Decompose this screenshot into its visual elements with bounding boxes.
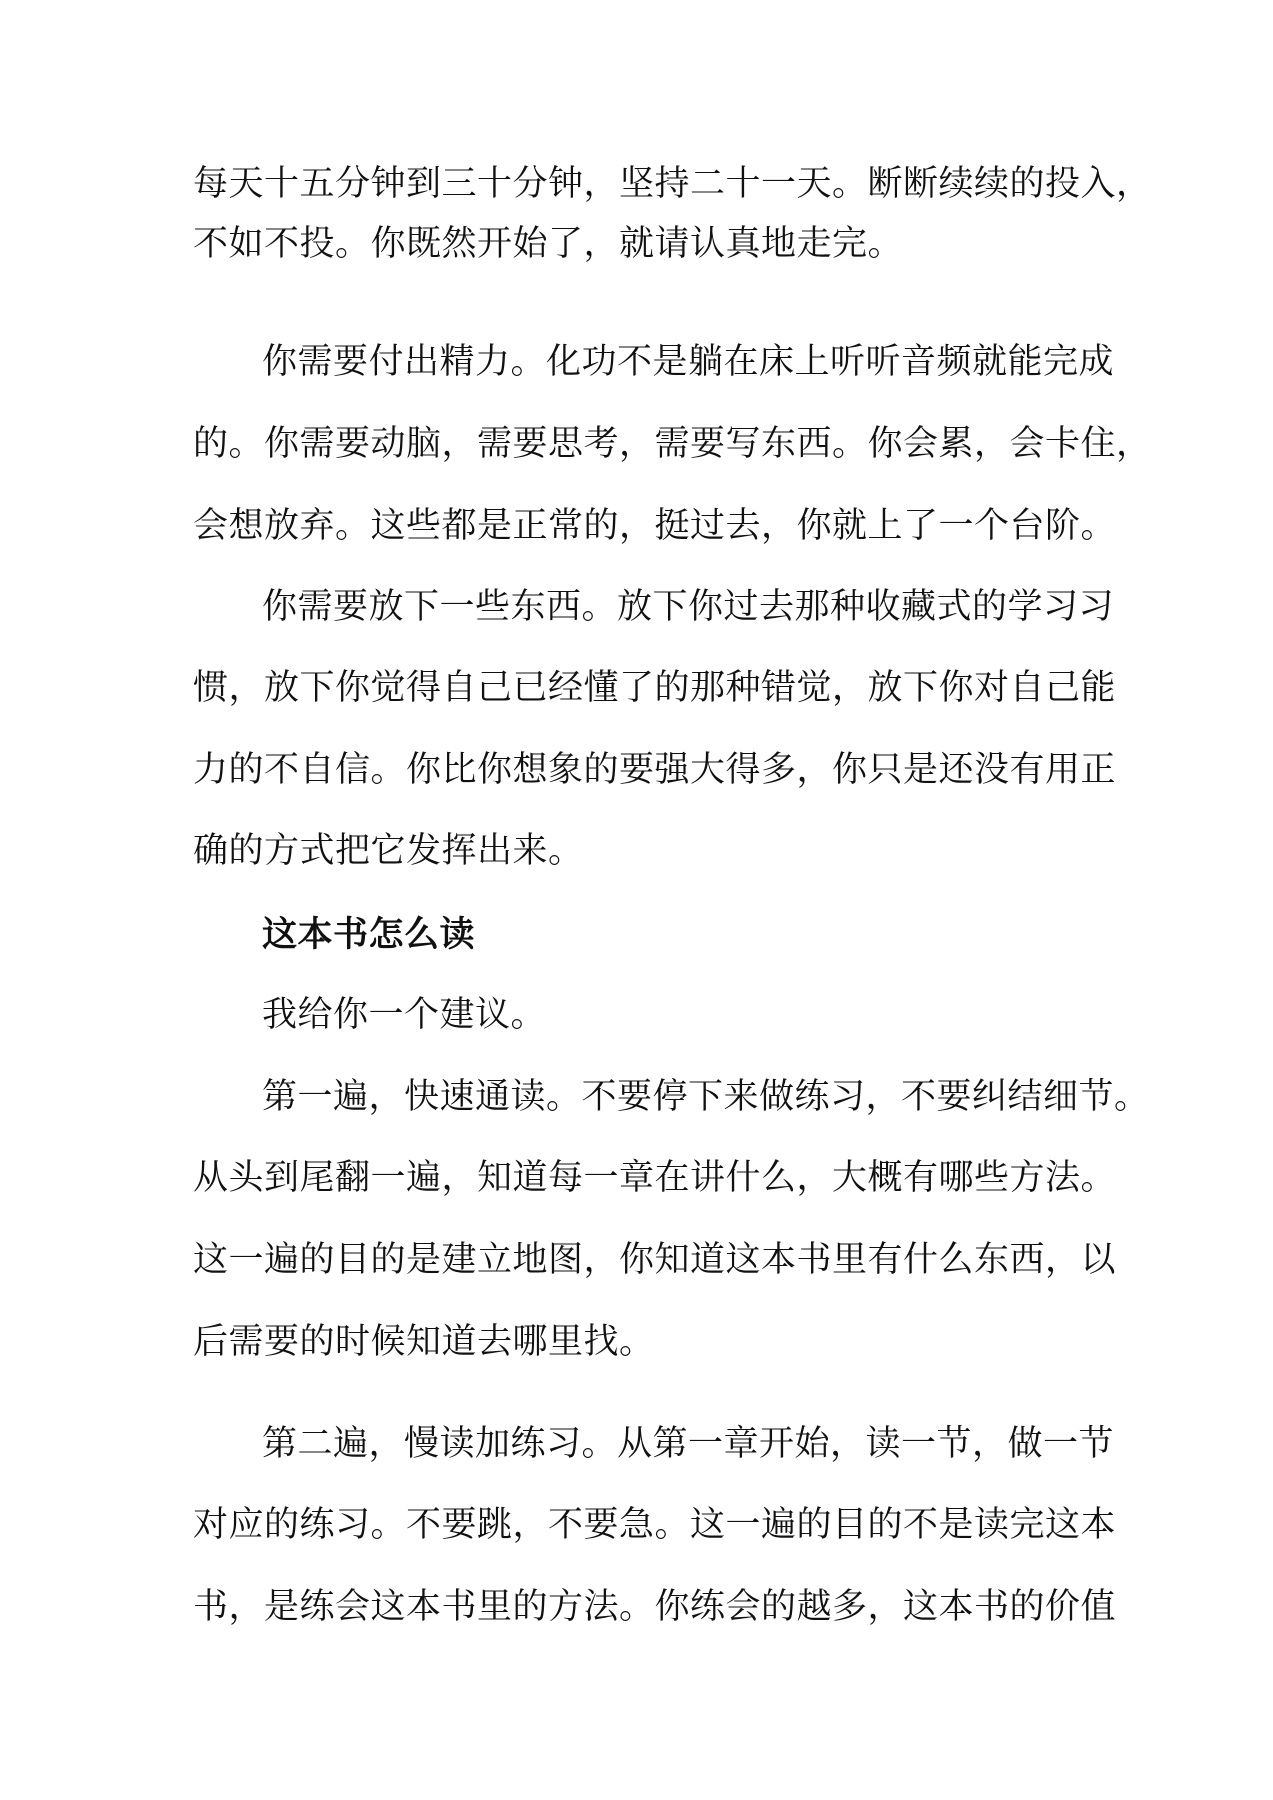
paragraph-line: 对应的练习。不要跳，不要急。这一遍的目的不是读完这本 [193, 1505, 1117, 1545]
section-heading: 这本书怎么读 [262, 914, 476, 955]
paragraph-line: 确的方式把它发挥出来。 [193, 831, 584, 871]
paragraph-line: 会想放弃。这些都是正常的，挺过去，你就上了一个台阶。 [193, 506, 1117, 546]
paragraph-line: 你需要付出精力。化功不是躺在床上听听音频就能完成 [262, 342, 1115, 382]
paragraph-line: 第二遍，慢读加练习。从第一章开始，读一节，做一节 [262, 1424, 1115, 1464]
paragraph-line: 书，是练会这本书里的方法。你练会的越多，这本书的价值 [193, 1587, 1117, 1627]
paragraph-line: 你需要放下一些东西。放下你过去那种收藏式的学习习 [262, 587, 1115, 627]
paragraph-line: 每天十五分钟到三十分钟，坚持二十一天。断断续续的投入， [193, 164, 1152, 204]
paragraph-line: 后需要的时候知道去哪里找。 [193, 1322, 655, 1362]
paragraph-line: 第一遍，快速通读。不要停下来做练习，不要纠结细节。 [262, 1077, 1150, 1117]
paragraph-line: 从头到尾翻一遍，知道每一章在讲什么，大概有哪些方法。 [193, 1158, 1117, 1198]
paragraph-line: 不如不投。你既然开始了，就请认真地走完。 [193, 224, 904, 264]
paragraph-line: 这一遍的目的是建立地图，你知道这本书里有什么东西，以 [193, 1240, 1117, 1280]
paragraph-line: 力的不自信。你比你想象的要强大得多，你只是还没有用正 [193, 750, 1117, 790]
paragraph-line: 我给你一个建议。 [262, 995, 547, 1035]
paragraph-line: 惯，放下你觉得自己已经懂了的那种错觉，放下你对自己能 [193, 668, 1117, 708]
paragraph-line: 的。你需要动脑，需要思考，需要写东西。你会累，会卡住， [193, 424, 1152, 464]
